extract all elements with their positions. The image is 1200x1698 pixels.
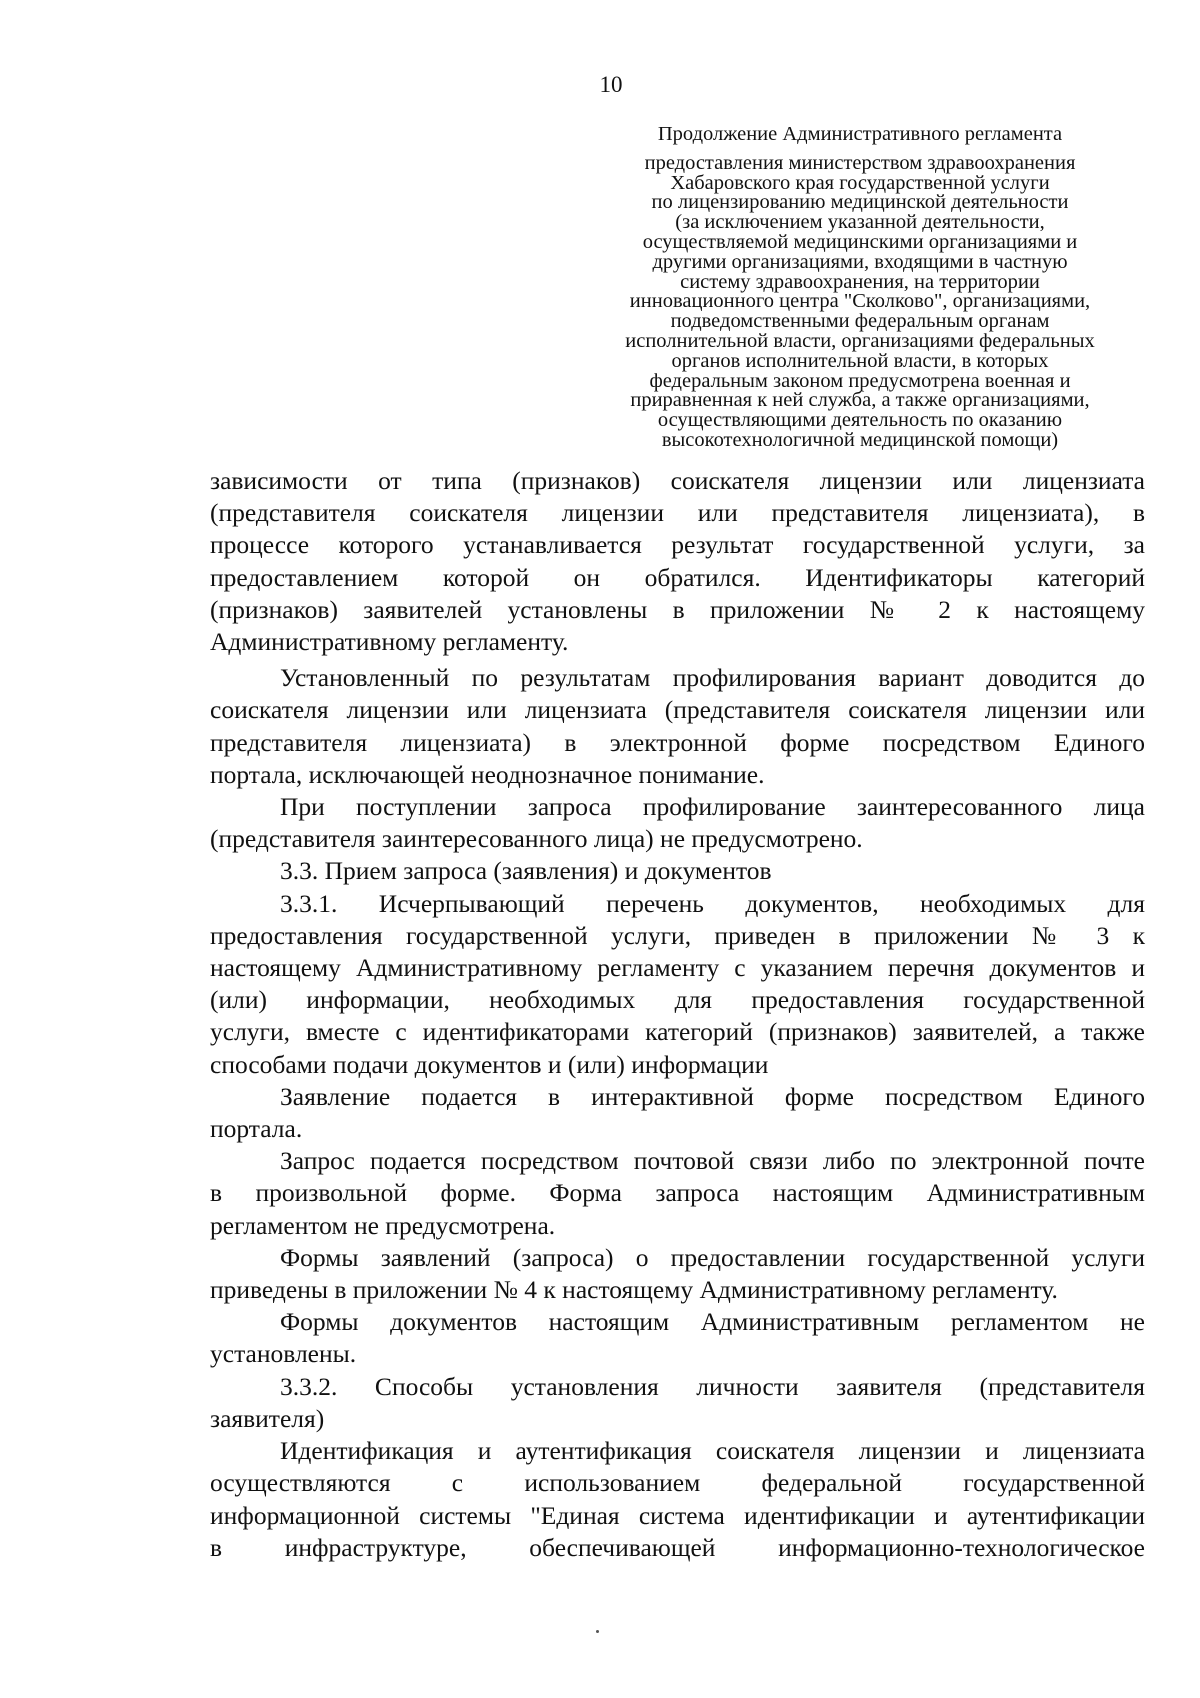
body-line: предоставления государственной услуги, приведен в приложении № 3 к: [210, 920, 1145, 950]
header-line: Продолжение Административного регламента: [657, 123, 1063, 145]
body-line: (или) информации, необходимых для предоставления государственной: [210, 985, 1145, 1015]
body-line: приведены в приложении № 4 к настоящему Административному регламенту.: [210, 1275, 1058, 1305]
header-line: высокотехнологичной медицинской помощи): [661, 428, 1059, 451]
body-line: осуществляются с использованием федеральной государственной: [210, 1468, 1145, 1498]
header-line: по лицензированию медицинской деятельности: [651, 191, 1069, 214]
body-line: в произвольной форме. Форма запроса настоящим Административным: [210, 1178, 1145, 1208]
section-heading: 3.3. Прием запроса (заявления) и документов: [280, 856, 772, 886]
body-line: портала.: [210, 1114, 303, 1144]
regulation-header: [580, 125, 1140, 451]
body-line: информационной системы "Единая система идентификации и аутентификации: [210, 1500, 1145, 1530]
body-line: в инфраструктуре, обеспечивающей информационно-технологическое: [210, 1532, 1145, 1562]
body-line: Формы заявлений (запроса) о предоставлении государственной услуги: [280, 1242, 1145, 1272]
header-line: Хабаровского края государственной услуги: [670, 171, 1050, 194]
body-line: установлены.: [210, 1339, 357, 1369]
header-line: (за исключением указанной деятельности,: [675, 211, 1045, 234]
body-line: Административному регламенту.: [210, 627, 569, 657]
body-line: предоставлением которой он обратился. Идентификаторы категорий: [210, 562, 1145, 592]
body-line: настоящему Административному регламенту с указанием перечня документов и: [210, 953, 1145, 983]
body-line: При поступлении запроса профилирование заинтересованного лица: [280, 792, 1145, 822]
header-line: осуществляющими деятельность по оказанию: [657, 409, 1063, 432]
header-line: исполнительной власти, организациями федеральных: [625, 329, 1095, 352]
body-line: представителя лицензиата) в электронной форме посредством Единого: [210, 727, 1145, 757]
header-line: инновационного центра "Сколково", организациями,: [629, 290, 1091, 313]
header-line: систему здравоохранения, на территории: [680, 270, 1040, 293]
header-line: другими организациями, входящими в частную: [652, 250, 1068, 273]
body-line: способами подачи документов и (или) информации: [210, 1049, 769, 1079]
header-line: федеральным законом предусмотрена военная и: [649, 369, 1071, 392]
body-line: 3.3.1. Исчерпывающий перечень документов, необходимых для: [280, 888, 1145, 918]
body-line: услуги, вместе с идентификаторами категорий (признаков) заявителей, а также: [210, 1017, 1145, 1047]
header-line: осуществляемой медицинскими организациями и: [642, 230, 1078, 253]
body-line: Формы документов настоящим Административным регламентом не: [280, 1307, 1145, 1337]
body-line: (представителя заинтересованного лица) не предусмотрено.: [210, 824, 863, 854]
page-number: 10: [599, 72, 623, 97]
header-line: предоставления министерством здравоохранения: [644, 151, 1076, 174]
header-line: подведомственными федеральным органам: [670, 310, 1050, 333]
body-line: (представителя соискателя лицензии или представителя лицензиата), в: [210, 498, 1145, 528]
body-line: Установленный по результатам профилирования вариант доводится до: [280, 663, 1145, 693]
body-line: соискателя лицензии или лицензиата (представителя соискателя лицензии или: [210, 695, 1145, 725]
scan-speck: [596, 1630, 599, 1633]
subsection-heading: 3.3.2. Способы установления личности заявителя (представителя: [280, 1371, 1145, 1401]
header-line: органов исполнительной власти, в которых: [671, 349, 1049, 372]
body-line: зависимости от типа (признаков) соискателя лицензии или лицензиата: [210, 466, 1145, 495]
body-line: Идентификация и аутентификация соискателя лицензии и лицензиата: [280, 1436, 1145, 1466]
body-line: Заявление подается в интерактивной форме посредством Единого: [280, 1081, 1145, 1111]
body-line: (признаков) заявителей установлены в приложении № 2 к настоящему: [210, 594, 1145, 624]
body-line: процессе которого устанавливается результат государственной услуги, за: [210, 530, 1145, 560]
body-line: заявителя): [210, 1403, 325, 1433]
body-line: портала, исключающей неоднозначное понимание.: [210, 759, 765, 789]
body-line: регламентом не предусмотрена.: [210, 1210, 556, 1240]
document-body: [210, 465, 1145, 1564]
header-line: приравненная к ней служба, а также организациями,: [630, 389, 1090, 412]
body-line: Запрос подается посредством почтовой связи либо по электронной почте: [280, 1146, 1145, 1176]
